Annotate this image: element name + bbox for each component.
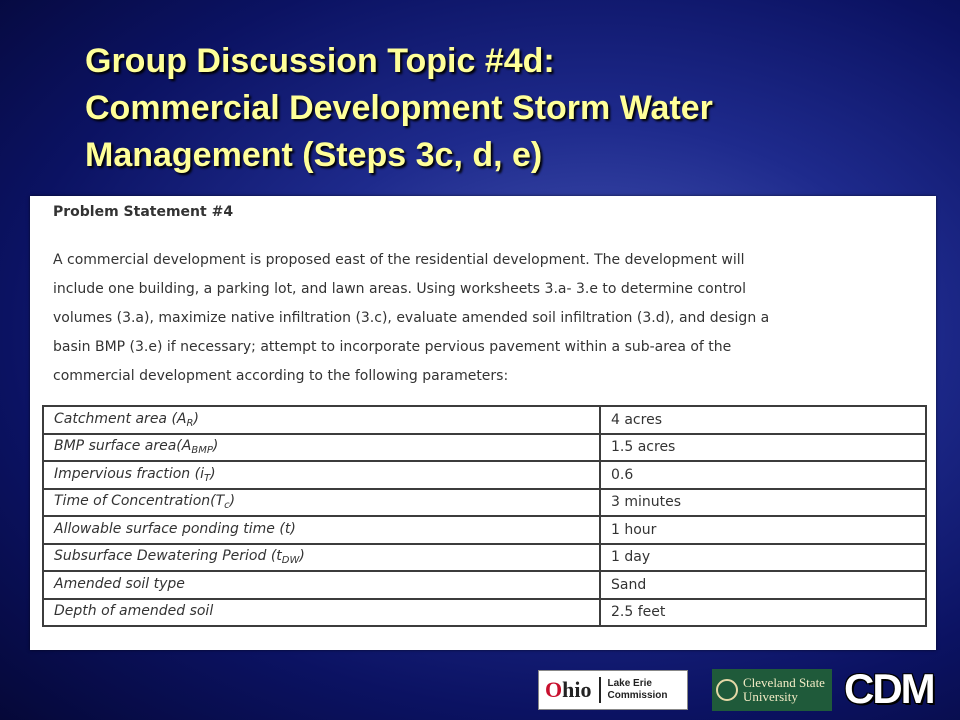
- ohio-wordmark: Ohio: [539, 677, 601, 703]
- table-row: [43, 489, 926, 517]
- csu-wordmark: Cleveland State University: [743, 675, 825, 704]
- parameter-value: 1.5 acres: [600, 434, 926, 462]
- table-row: [43, 544, 926, 572]
- parameter-value: 2.5 feet: [600, 599, 926, 627]
- slide-title: [85, 38, 935, 179]
- parameter-label: BMP surface $area(A_{BMP})$: [43, 434, 600, 462]
- parameter-label: Depth of amended soil: [43, 599, 600, 627]
- table-row: [43, 434, 926, 462]
- table-row: [43, 516, 926, 544]
- parameter-label: Subsurface Dewatering Period $(t_{DW})$: [43, 544, 600, 572]
- parameter-value: 0.6: [600, 461, 926, 489]
- document-body: [53, 246, 913, 391]
- body-line: commercial development according to the following parameters:: [53, 368, 509, 384]
- parameter-value: 4 acres: [600, 406, 926, 434]
- parameter-label: Impervious fraction $(i_T)$: [43, 461, 600, 489]
- document-heading: Problem Statement #4: [53, 204, 234, 220]
- body-line: volumes (3.a), maximize native infiltration (3.c), evaluate amended soil infiltration (3.d), and design a: [53, 310, 770, 326]
- table-row: [43, 599, 926, 627]
- cleveland-state-university-logo: [712, 669, 832, 711]
- parameter-label: Allowable surface ponding time (t): [43, 516, 600, 544]
- parameter-value: 3 minutes: [600, 489, 926, 517]
- slide-title-line: Commercial Development Storm Water: [85, 89, 713, 127]
- table-row: [43, 406, 926, 434]
- parameter-label: Catchment area $(A_R)$: [43, 406, 600, 434]
- problem-statement-document: [30, 196, 936, 650]
- table-row: [43, 461, 926, 489]
- ohio-logo-caption: Lake Erie Commission: [607, 678, 668, 701]
- university-seal-icon: [716, 679, 738, 701]
- slide-title-line: Group Discussion Topic #4d:: [85, 42, 555, 80]
- ohio-lake-erie-commission-logo: [538, 670, 688, 710]
- parameter-value: Sand: [600, 571, 926, 599]
- body-line: basin BMP (3.e) if necessary; attempt to incorporate pervious pavement within a sub-area of the: [53, 339, 732, 355]
- parameter-value: 1 day: [600, 544, 926, 572]
- parameters-table: [42, 405, 927, 627]
- slide-title-line: Management (Steps 3c, d, e): [85, 136, 543, 174]
- body-line: include one building, a parking lot, and lawn areas. Using worksheets 3.a- 3.e to determine control: [53, 281, 747, 297]
- parameter-label: Amended soil type: [43, 571, 600, 599]
- cdm-logo: CDM: [844, 665, 934, 712]
- parameter-label: Time of $Concentration(T_c)$: [43, 489, 600, 517]
- parameter-value: 1 hour: [600, 516, 926, 544]
- table-row: [43, 571, 926, 599]
- body-line: A commercial development is proposed east of the residential development. The development will: [53, 252, 745, 268]
